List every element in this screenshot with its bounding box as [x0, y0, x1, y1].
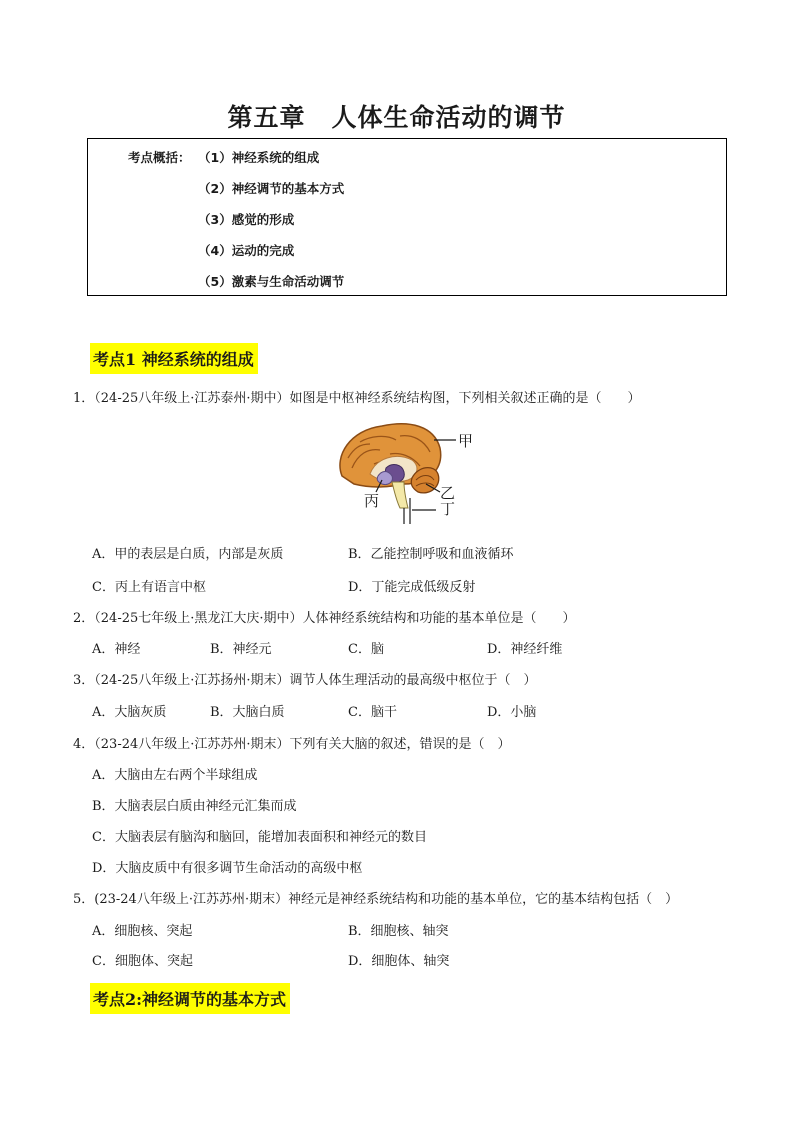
figure-label-yi: 乙: [440, 484, 456, 502]
summary-item: （5）激素与生命活动调节: [198, 274, 345, 289]
figure-label-bing: 丙: [364, 492, 380, 510]
section-heading: 考点2:神经调节的基本方式: [90, 983, 290, 1014]
figure-label-ding: 丁: [440, 500, 456, 518]
option: B．神经元: [210, 642, 272, 657]
option: A．神经: [92, 642, 141, 657]
option: A．细胞核、突起: [92, 924, 193, 939]
page-title: 第五章 人体生命活动的调节: [227, 103, 566, 132]
figure-label-jia: 甲: [458, 432, 474, 450]
option: A．大脑由左右两个半球组成: [92, 768, 258, 783]
option: C．脑干: [348, 705, 397, 720]
question-text: 2．（24-25七年级上·黑龙江大庆·期中）人体神经系统结构和功能的基本单位是（ ）: [73, 611, 576, 626]
question-text: 5．(23-24八年级上·江苏苏州·期末）神经元是神经系统结构和功能的基本单位，它的基本结构包括（ ）: [73, 892, 679, 907]
summary-item: （2）神经调节的基本方式: [198, 181, 345, 196]
option: B．大脑表层白质由神经元汇集而成: [92, 799, 297, 814]
option: D．大脑皮质中有很多调节生命活动的高级中枢: [92, 861, 363, 876]
option: D．细胞体、轴突: [348, 954, 450, 969]
question-text: 3．（24-25八年级上·江苏扬州·期末）调节人体生理活动的最高级中枢位于（ ）: [73, 673, 537, 688]
summary-label: 考点概括：: [128, 150, 191, 165]
option: D．神经纤维: [487, 642, 563, 657]
option: D．丁能完成低级反射: [348, 580, 476, 595]
option: C．脑: [348, 642, 384, 657]
summary-item: （4）运动的完成: [198, 243, 295, 258]
question-text: 1．（24-25八年级上·江苏泰州·期中）如图是中枢神经系统结构图，下列相关叙述正确的是（ ）: [73, 391, 641, 406]
option: A．甲的表层是白质，内部是灰质: [92, 547, 284, 562]
summary-item: （1）神经系统的组成: [198, 150, 320, 165]
option: B．细胞核、轴突: [348, 924, 449, 939]
option: B．乙能控制呼吸和血液循环: [348, 547, 514, 562]
question-text: 4．（23-24八年级上·江苏苏州·期末）下列有关大脑的叙述，错误的是（ ）: [73, 737, 511, 752]
option: D．小脑: [487, 705, 537, 720]
option: B．大脑白质: [210, 705, 285, 720]
option: C．大脑表层有脑沟和脑回，能增加表面积和神经元的数目: [92, 830, 427, 845]
option: A．大脑灰质: [92, 705, 167, 720]
section-heading: 考点1 神经系统的组成: [90, 343, 258, 374]
summary-item: （3）感觉的形成: [198, 212, 295, 227]
option: C．丙上有语言中枢: [92, 580, 206, 595]
option: C．细胞体、突起: [92, 954, 193, 969]
